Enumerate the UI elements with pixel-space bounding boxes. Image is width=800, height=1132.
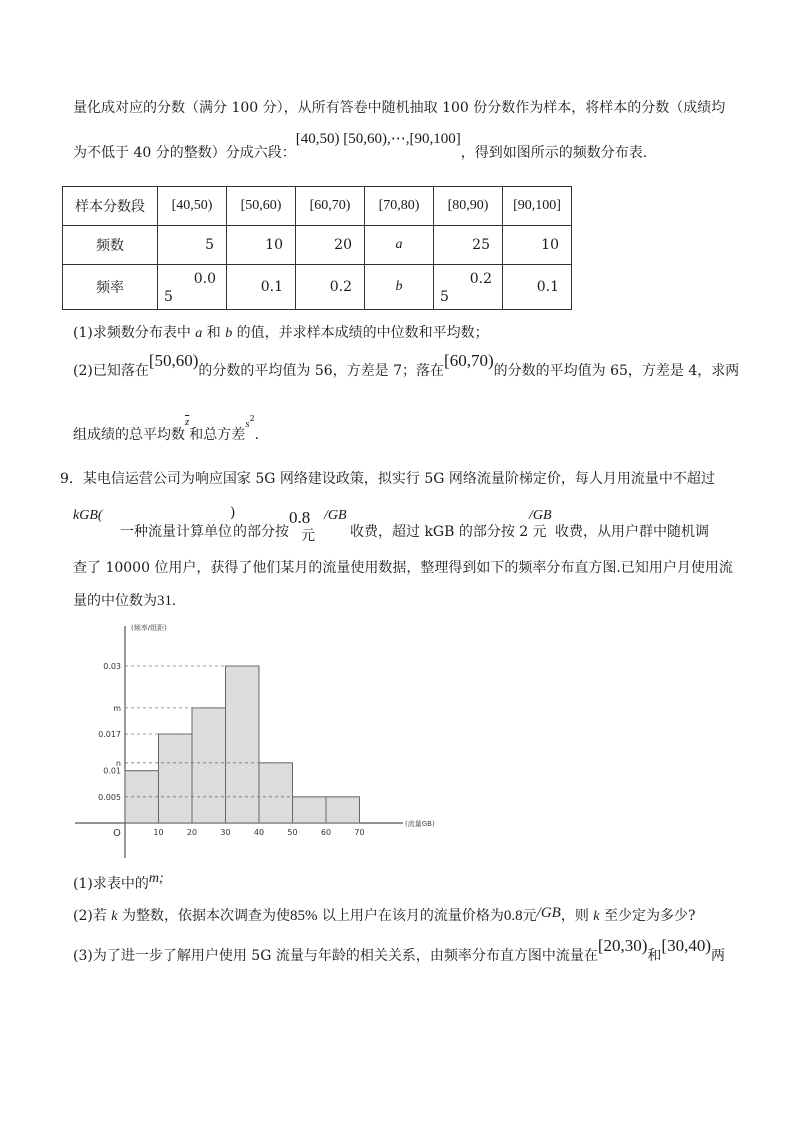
sq2-text: 以上用户在该月的流量价格为 — [317, 908, 504, 924]
q9-l4-text: 量的中位数为 — [73, 593, 157, 609]
per-gb-unit: /GB — [529, 508, 552, 523]
interval-60-70: [60,70) — [444, 351, 494, 370]
histogram-bar — [159, 734, 193, 823]
price-08: 0.8 — [503, 908, 523, 924]
split-cell — [158, 265, 226, 309]
frequency-table — [62, 186, 572, 310]
table-cell: 25 — [434, 226, 503, 265]
q9-l2-text: 的部分按 — [233, 524, 289, 540]
table-cell: b — [365, 265, 434, 310]
x-axis-label: (流量GB) — [405, 820, 435, 828]
sq1-text: (1)求表中的 — [73, 876, 149, 892]
x-tick-label: 20 — [186, 828, 198, 837]
table-cell — [158, 265, 227, 310]
unit-note: 一种流量计算单位 — [120, 524, 232, 540]
table-row-count — [63, 226, 572, 265]
intro-line-2 — [73, 131, 648, 162]
histogram-bar — [125, 771, 159, 823]
histogram-bar — [226, 666, 260, 823]
yuan-unit: 元 — [301, 528, 315, 544]
intro-line-1: 量化成对应的分数（满分 100 分），从所有答卷中随机抽取 100 份分数作为样本，将样本的分数（成绩均 — [73, 100, 726, 116]
histogram-bars — [125, 666, 360, 823]
sq3-text: (3)为了进一步了解用户使用 5G 流量与年龄的相关关系，由频率分布直方图中流量在 — [73, 948, 598, 964]
table-header-cell: [80,90) — [434, 187, 503, 226]
sq3-text: 两 — [710, 948, 725, 964]
interval-30-40: [30,40) — [661, 936, 711, 955]
interval-50-60: [50,60) — [148, 351, 199, 370]
q8-p2-text: 的分数的平均值为 56，方差是 7；落在 — [198, 363, 445, 379]
table-header-cell: [40,50) — [158, 187, 227, 226]
table-row-label: 频数 — [63, 226, 158, 265]
interval-20-30: [20,30) — [597, 936, 648, 955]
histogram-bar — [326, 797, 360, 823]
q8-p3-text: 组成绩的总平均数 — [73, 427, 185, 443]
y-tick-label: 0.01 — [103, 766, 121, 776]
q9-line-1: 9．某电信运营公司为响应国家 5G 网络建设政策，拟实行 5G 网络流量阶梯定价，每人月用流量中不超过 — [60, 471, 715, 487]
q8-p3-text: 和总方差 — [189, 427, 246, 443]
table-cell — [434, 265, 503, 310]
per-gb-unit: /GB — [324, 508, 347, 523]
q8-p2-text: 的分数的平均值为 65，方差是 4，求两 — [493, 363, 740, 379]
split-bottom: 5 — [164, 289, 173, 305]
sq2-text: (2)若 — [73, 908, 112, 924]
table-row-label: 频率 — [63, 265, 158, 310]
histogram-bar — [259, 763, 293, 823]
percent-85: 85% — [289, 908, 318, 924]
q9-line-3: 查了 10000 位用户，获得了他们某月的流量使用数据，整理得到如下的频率分布直方图.已知用户月使用流 — [73, 560, 733, 576]
q9-l2-text: 收费，超过 kGB 的部分按 2 元 — [350, 524, 547, 540]
q9-l2-text: 收费，从用户群中随机调 — [555, 524, 709, 540]
split-bottom: 5 — [440, 289, 449, 305]
var-m: m; — [148, 871, 164, 886]
table-cell: 10 — [227, 226, 296, 265]
split-top: 0.2 — [469, 271, 492, 287]
x-tick-label: 50 — [287, 828, 298, 837]
sub-question-3 — [73, 936, 725, 965]
price-08: 0.8 — [289, 508, 311, 527]
split-top: 0.0 — [193, 271, 216, 287]
sq2-text: ，则 — [560, 908, 594, 924]
histogram-bar — [293, 797, 327, 823]
split-cell — [434, 265, 502, 309]
per-gb-unit: /GB — [536, 905, 561, 921]
q8-p1-text: (1)求频数分布表中 — [73, 325, 196, 341]
table-cell: 10 — [503, 226, 572, 265]
sq2-text: 至少定为多少? — [599, 908, 696, 924]
sq3-text: 和 — [647, 948, 662, 964]
z-bar: z — [185, 416, 190, 428]
origin-label: O — [113, 828, 121, 839]
yuan-unit: 元 — [522, 908, 537, 924]
var-k: k — [111, 909, 118, 924]
q8-part-2 — [73, 351, 740, 380]
var-b: b — [225, 326, 233, 341]
x-tick-label: 70 — [354, 828, 365, 837]
s-squared: s — [245, 418, 250, 430]
q8-p2-text: (2)已知落在 — [73, 363, 149, 379]
frequency-histogram — [70, 618, 450, 863]
table-header-cell: [90,100] — [503, 187, 572, 226]
x-tick-label: 10 — [153, 828, 164, 837]
q8-p1-text: 的值，并求样本成绩的中位数和平均数； — [232, 325, 489, 341]
var-a: a — [195, 326, 203, 341]
y-tick-label: 0.03 — [103, 662, 121, 671]
sub-question-2 — [73, 905, 695, 925]
table-cell: 0.2 — [296, 265, 365, 310]
sub-question-1 — [73, 873, 164, 893]
table-header-cell: 样本分数段 — [63, 187, 158, 226]
q8-part-3 — [73, 414, 260, 444]
y-tick-label: 0.005 — [98, 792, 121, 802]
table-cell: 5 — [158, 226, 227, 265]
kgb-label: kGB( — [73, 508, 103, 523]
x-tick-label: 40 — [253, 828, 265, 837]
q8-part-1 — [73, 322, 489, 342]
histogram-bar — [192, 708, 226, 823]
var-k: k — [593, 909, 600, 924]
y-tick-label: 0.017 — [98, 730, 121, 740]
y-axis-label: (频率/组距) — [131, 624, 167, 632]
q9-line-4 — [73, 590, 176, 610]
median-value: 31. — [157, 593, 176, 609]
intro-line-2-text-a: 为不低于 40 分的整数）分成六段： — [73, 145, 296, 161]
table-cell: 0.1 — [227, 265, 296, 310]
table-header-row — [63, 187, 572, 226]
table-header-cell: [60,70) — [296, 187, 365, 226]
y-tick-label: n — [115, 758, 121, 768]
superscript-2: 2 — [249, 414, 255, 423]
table-row-rate — [63, 265, 572, 310]
table-cell: 0.1 — [503, 265, 572, 310]
y-tick-label: m — [113, 703, 121, 713]
table-cell: a — [365, 226, 434, 265]
intro-intervals: [40,50) [50,60),⋯,[90,100] — [295, 131, 461, 147]
table-header-cell: [70,80) — [365, 187, 434, 226]
x-tick-label: 60 — [320, 828, 332, 837]
q8-p3-text: . — [254, 427, 260, 443]
x-tick-label: 30 — [220, 828, 231, 837]
paren-close: ) — [230, 505, 236, 521]
intro-line-2-text-b: ，得到如图所示的频数分布表. — [460, 145, 648, 161]
table-header-cell: [50,60) — [227, 187, 296, 226]
sq2-text: 为整数，依据本次调查为使 — [117, 908, 290, 924]
table-cell: 20 — [296, 226, 365, 265]
q8-p1-text: 和 — [202, 325, 226, 341]
